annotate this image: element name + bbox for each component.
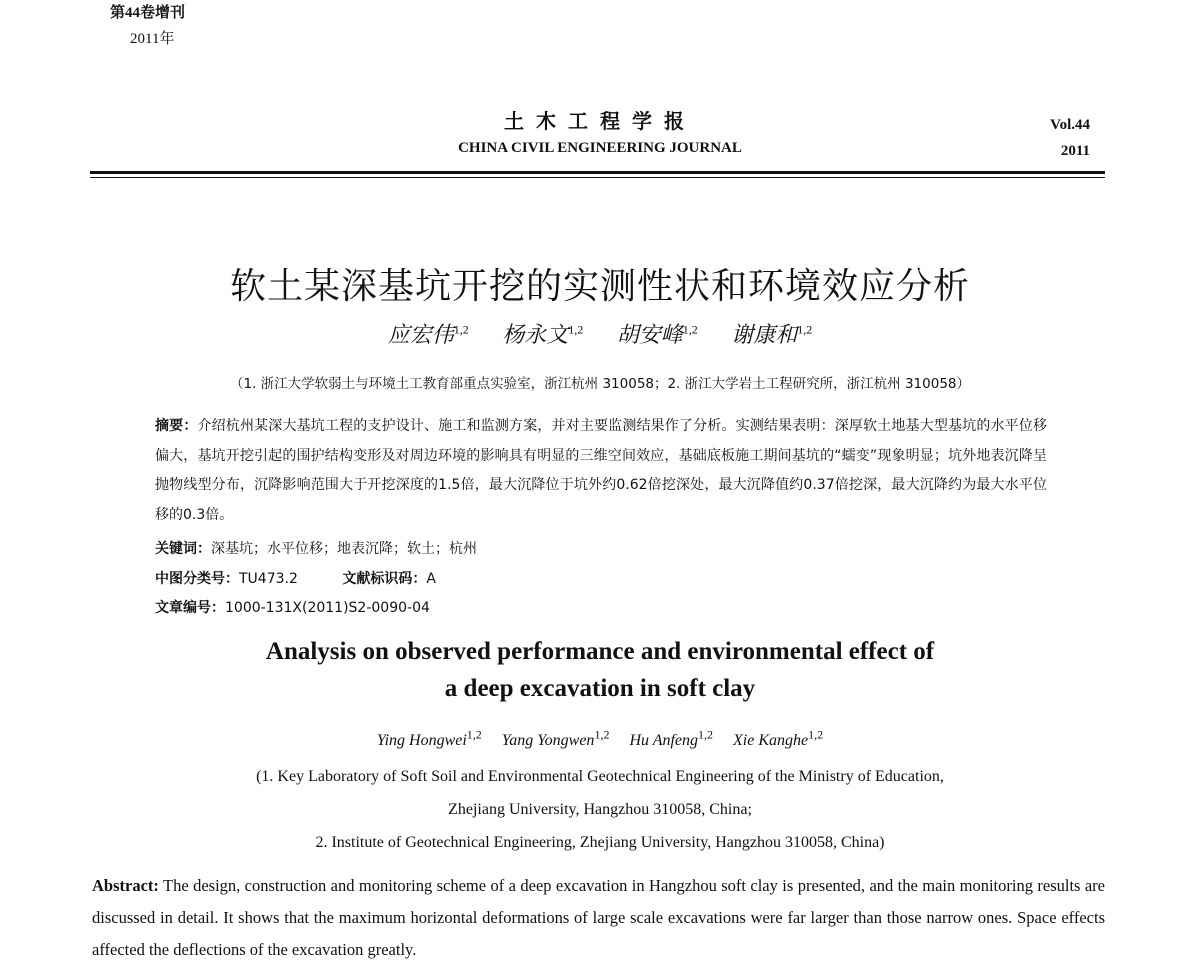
abstract-label: Abstract:: [92, 876, 159, 895]
header-left: [110, 0, 185, 52]
author: 谢康和$^{1,2}$: [731, 322, 813, 347]
header-rule-thin: [90, 177, 1105, 178]
author: 杨永文$^{1,2}$: [502, 322, 584, 347]
authors-en: [0, 728, 1200, 750]
abstract-text: 介绍杭州某深大基坑工程的支护设计、施工和监测方案，并对主要监测结果作了分析。实测结果表明：深厚软土地基大型基坑的水平位移偏大，基坑开挖引起的围护结构变形及对周边环境的影响具有明显的三维空间效应，基础底板施工期间基坑的“蠕变”现象明显；坑外地表沉降呈抛物线型分布，沉降影响范围大于开挖深度的1.5倍，最大沉降位于坑外约0.62倍挖深处，最大沉降值约0.37倍挖深，最大沉降约为最大水平位移的0.3倍。: [155, 418, 1047, 523]
author: Ying Hongwei$^{1,2}$: [376, 728, 482, 750]
year-cn: 2011年: [130, 31, 175, 47]
abstract-text: The design, construction and monitoring scheme of a deep excavation in Hangzhou soft clay is presented, and the main monitoring results are discussed in detail. It shows that the maximum horizontal deformations of large scale excavations were far larger than those narrow ones. Space effects affected the deflections of the excavation greatly.: [92, 876, 1105, 959]
journal-name-en: CHINA CIVIL ENGINEERING JOURNAL: [458, 140, 742, 156]
affiliation-en: (1. Key Laboratory of Soft Soil and Environmental Geotechnical Engineering of the Ministry of Education, Zhejiang University, Hangzhou 310058, China; 2. Institute of Geotechnical Engineering, Zhejiang University, Hangzhou 310058, China): [256, 768, 944, 851]
author: Hu Anfeng$^{1,2}$: [629, 728, 714, 750]
article-number: 文章编号：1000-131X(2011)S2-0090-04: [155, 600, 430, 616]
affiliation-cn: （1. 浙江大学软弱土与环境土工教育部重点实验室，浙江杭州 310058；2. 浙江大学岩土工程研究所，浙江杭州 310058）: [230, 376, 970, 392]
abstract-cn: [155, 412, 1047, 530]
abstract-label: 摘要：: [155, 418, 198, 434]
header-right: [1050, 112, 1090, 164]
author: Yang Yongwen$^{1,2}$: [501, 728, 610, 750]
author: Xie Kanghe$^{1,2}$: [733, 728, 824, 750]
header-rule-thick: [90, 171, 1105, 174]
keywords: 关键词：深基坑；水平位移；地表沉降；软土；杭州: [155, 541, 477, 557]
journal-name-cn: 土木工程学报: [504, 111, 696, 133]
volume-en: Vol.44: [1050, 117, 1090, 133]
title-en: Analysis on observed performance and environmental effect of a deep excavation in soft clay: [265, 638, 935, 702]
classification: 中图分类号：TU473.2 文献标识码：A: [155, 571, 436, 587]
header-center: [300, 108, 900, 160]
author: 应宏伟$^{1,2}$: [387, 322, 469, 347]
volume-cn: 第44卷增刊: [110, 5, 186, 21]
author: 胡安峰$^{1,2}$: [616, 322, 698, 347]
authors-cn: [0, 318, 1200, 349]
title-cn: 软土某深基坑开挖的实测性状和环境效应分析: [229, 266, 970, 307]
year-en: 2011: [1060, 143, 1090, 159]
